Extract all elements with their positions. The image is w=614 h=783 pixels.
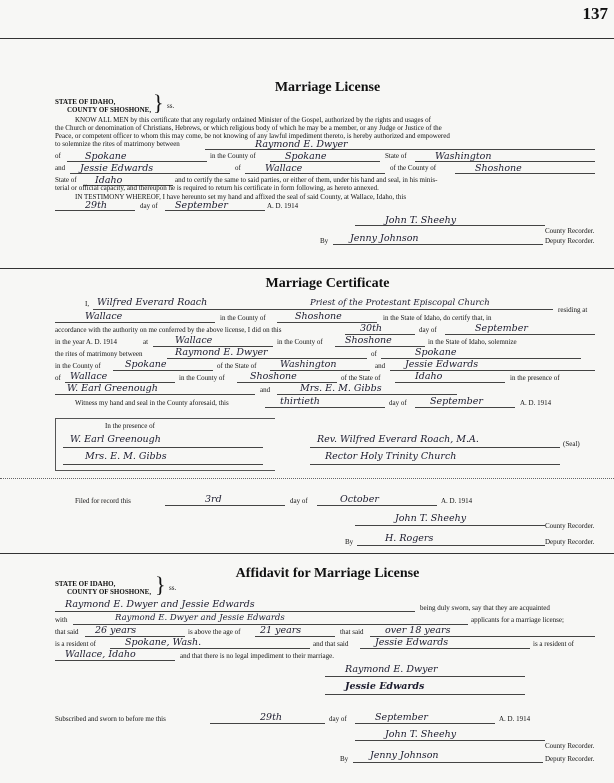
license-line4: to solemnize the rites of matrimony between	[55, 140, 180, 148]
certificate-groom: Raymond E. Dwyer	[175, 347, 268, 358]
license-groom-town: Spokane	[85, 151, 127, 162]
license-groom-state: Washington	[435, 151, 492, 162]
certificate-filed-day: 3rd	[205, 494, 222, 505]
license-line2: the Church or denomination of Christians, Hebrews, or which religious body of which he may be a member, or any Judge or Justice of the	[55, 124, 442, 132]
marriage-certificate-section: Marriage Certificate I, Wilfred Everard Roach Priest of the Protestant Episcopal Church residing at Wallace in the County of Shoshone in the State of Idaho, do certify that, in accordance with the authority on me conferred by the above license, I did on this 30th day of September in the year A. D. 1914 at Wallace in the County of Shoshone in the State of Idaho, solemnize the rites of matrimony between Raymond E. Dwyer of Spokane in the County of Spokane of the State of Washington and Jessie Edwards of Wallace in the County of Shoshone of the State of Idaho in the presence of W. Earl Greenough and Mrs. E. M. Gibbs Witness my hand and seal in the County aforesaid, this thirtieth day of September A. D. 1914 In the presence of W. Earl Greenough Mrs. E. M. Gibbs Rev. Wilfred Everard Roach, M.A. (Seal) Rector Holy Trinity Church Filed for record this 3rd day of October A. D. 1914 John T. Sheehy County Recorder. By H. Rogers Deputy Recorder.	[55, 0, 600, 1]
license-bride: Jessie Edwards	[80, 163, 154, 174]
affidavit-over-age: over 18 years	[385, 625, 451, 636]
license-of-label: of	[55, 152, 61, 160]
certificate-groom-town: Spokane	[415, 347, 457, 358]
certificate-officiant: Wilfred Everard Roach	[97, 297, 208, 308]
license-bride-county: Shoshone	[475, 163, 522, 174]
license-groom-county: Spokane	[285, 151, 327, 162]
certificate-bride-town: Wallace	[70, 371, 108, 382]
license-line3: Peace, or competent officer to whom this may come, be not knowing of any lawful impediment thereto, is hereby authorized and empowered	[55, 132, 450, 140]
license-title: Marriage License	[274, 80, 381, 95]
affidavit-state: STATE OF IDAHO,	[55, 580, 116, 588]
license-recorder-signature: John T. Sheehy	[385, 215, 457, 226]
rule-license	[0, 268, 614, 269]
certificate-officiant-title: Priest of the Protestant Episcopal Church	[310, 298, 490, 308]
certificate-sig-officiant: Rev. Wilfred Everard Roach, M.A.	[317, 434, 479, 445]
license-month: September	[175, 200, 228, 211]
certificate-witness1: W. Earl Greenough	[67, 383, 158, 394]
license-state: STATE OF IDAHO,	[55, 98, 116, 106]
certificate-county: Shoshone	[295, 311, 342, 322]
license-deputy-signature: Jenny Johnson	[350, 233, 419, 244]
affidavit-county: COUNTY OF SHOSHONE,	[67, 588, 152, 596]
affidavit-recorder-signature: John T. Sheehy	[385, 729, 457, 740]
page-number: 137	[582, 4, 608, 23]
certificate-sig-witness1: W. Earl Greenough	[70, 434, 161, 445]
license-brace: }	[153, 90, 164, 115]
certificate-place: Wallace	[175, 335, 213, 346]
certificate-sig-witness2: Mrs. E. M. Gibbs	[85, 451, 167, 462]
license-line1: KNOW ALL MEN by this certificate that any regularly ordained Minister of the Gospel, authorized by the rights and usages of	[75, 116, 431, 124]
license-groom: Raymond E. Dwyer	[255, 139, 348, 150]
license-county: COUNTY OF SHOSHONE,	[67, 106, 152, 114]
affidavit-deputy-signature: Jenny Johnson	[370, 750, 439, 761]
certificate-residence: Wallace	[85, 311, 123, 322]
affidavit-sub-month: September	[375, 712, 428, 723]
affidavit-resident2: Wallace, Idaho	[65, 649, 136, 660]
certificate-witness2: Mrs. E. M. Gibbs	[300, 383, 382, 394]
license-bride-town: Wallace	[265, 163, 303, 174]
license-day: 29th	[85, 200, 108, 211]
affidavit-age-years: 21 years	[260, 625, 302, 636]
license-ss: ss.	[167, 102, 175, 110]
rule-certificate	[0, 553, 614, 554]
affidavit-resident1: Spokane, Wash.	[125, 637, 202, 648]
certificate-seal: (Seal)	[563, 440, 580, 448]
certificate-filed-deputy-signature: H. Rogers	[385, 533, 434, 544]
certificate-witness-month: September	[430, 396, 483, 407]
affidavit-sub-day: 29th	[260, 712, 283, 723]
affidavit-person2: Jessie Edwards	[375, 637, 449, 648]
certificate-bride-county: Shoshone	[250, 371, 297, 382]
license-bride-state: Idaho	[95, 175, 123, 186]
affidavit-age1: 26 years	[95, 625, 137, 636]
certificate-sig-title: Rector Holy Trinity Church	[325, 451, 457, 462]
certificate-county2: Shoshone	[345, 335, 392, 346]
certificate-groom-state: Washington	[280, 359, 337, 370]
certificate-day: 30th	[360, 323, 383, 334]
certificate-filed-recorder-signature: John T. Sheehy	[395, 513, 467, 524]
affidavit-section: Affidavit for Marriage License STATE OF IDAHO, COUNTY OF SHOSHONE, } ss. Raymond E. Dwyer and Jessie Edwards being duly sworn, say that they are acquainted with Raymond E. Dwyer and Jessie Edwards applicants for a marriage license; that said 26 years is above the age of 21 years that said over 18 years is a resident of Spokane, Wash. and that said Jessie Edwards is a resident of Wallace, Idaho and that there is no legal impediment to their marriage. Raymond E. Dwyer Jessie Edwards Subscribed and sworn to before me this 29th day of September A. D. 1914 John T. Sheehy County Recorder. By Jenny Johnson Deputy Recorder.	[55, 0, 600, 1]
certificate-filed-month: October	[340, 494, 379, 505]
marriage-license-section: Marriage License STATE OF IDAHO, COUNTY OF SHOSHONE, } ss. KNOW ALL MEN by this certificate that any regularly ordained Minister of the Gospel, authorized by the rights and usages of the Church or denomination of Christians, Hebrews, or which religious body of which he may be a member, or any Judge or Justice of the Peace, or competent officer to whom this may come, be not knowing of any lawful impediment thereto, is hereby authorized and empowered to solemnize the rites of matrimony between Raymond E. Dwyer of Spokane in the County of Spokane State of Washington and Jessie Edwards of Wallace of the County of Shoshone State of Idaho and to certify the same to said parties, or either of them, under his hand and seal, in his minis- terial or official capacity, and thereupon he is required to return his certificate in form following, as hereto annexed. IN TESTIMONY WHEREOF, I have hereunto set my hand and affixed the seal of said County, at Wallace, Idaho, this 29th day of September A. D. 1914 John T. Sheehy County Recorder. By Jenny Johnson Deputy Recorder.	[55, 40, 600, 265]
affidavit-with-value: Raymond E. Dwyer and Jessie Edwards	[115, 613, 285, 623]
affidavit-title: Affidavit for Marriage License	[235, 566, 420, 581]
certificate-witness-day: thirtieth	[280, 396, 320, 407]
certificate-month: September	[475, 323, 528, 334]
license-testimony: IN TESTIMONY WHEREOF, I have hereunto set my hand and affixed the seal of said County, at Wallace, Idaho, this	[75, 193, 407, 201]
certificate-title: Marriage Certificate	[265, 276, 390, 291]
affidavit-sig2: Jessie Edwards	[345, 681, 425, 692]
certificate-groom-county: Spokane	[125, 359, 167, 370]
certificate-bride-state: Idaho	[415, 371, 443, 382]
affidavit-names: Raymond E. Dwyer and Jessie Edwards	[65, 599, 255, 610]
certificate-bride: Jessie Edwards	[405, 359, 479, 370]
affidavit-sig1: Raymond E. Dwyer	[345, 664, 438, 675]
top-rule	[0, 38, 614, 39]
